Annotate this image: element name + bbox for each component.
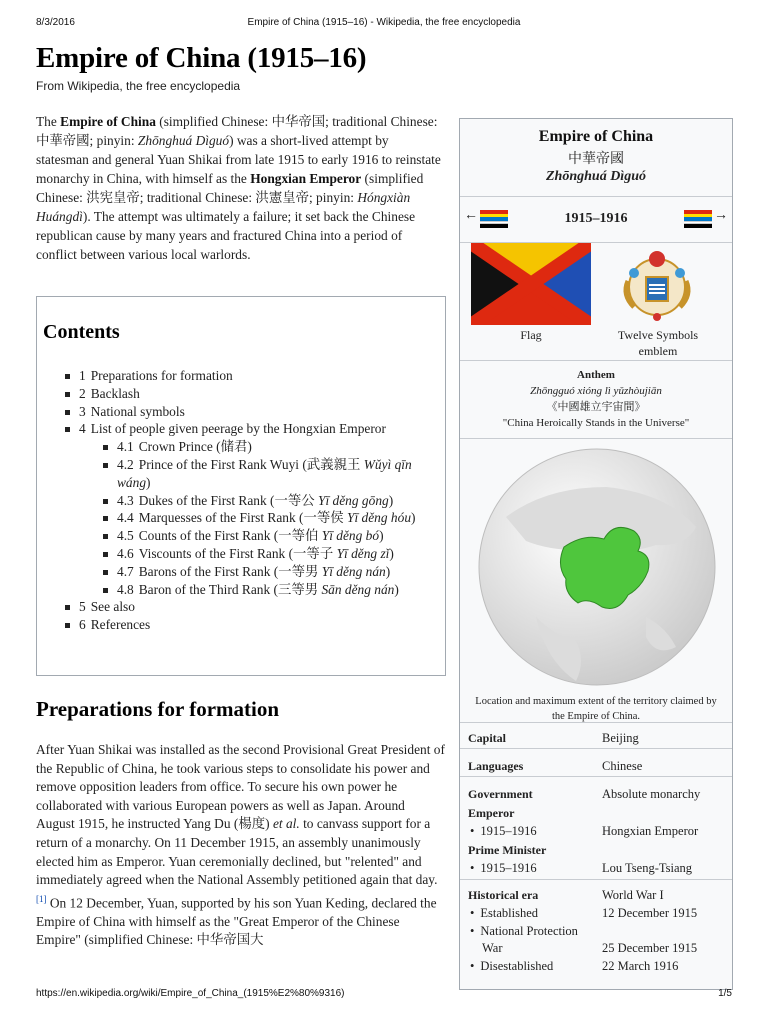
- infobox-map: [460, 439, 732, 723]
- anthem-label: Anthem: [577, 369, 615, 381]
- lead-paragraph: The Empire of China (simplified Chinese: 中华帝国; traditional Chinese: 中華帝國; pinyin: Zhōnghuá Dìguó) was a short-lived attempt by statesman and general Yuan Shikai from late 1915 to early 1916 to reinstate monarchy in China, with himself as the Hongxian Emperor (simplified Chinese: 洪宪皇帝; traditional Chinese: 洪憲皇帝; pinyin: Hóngxiàn Huángdì). The attempt was ultimately a failure; it set back the Chinese republican cause by many years and fractured China into a period of conflict between various local warlords.: [36, 114, 441, 262]
- section-heading: Preparations for formation: [36, 697, 280, 721]
- anthem-pinyin: Zhōngguó xióng lì yǔzhòujiān: [530, 385, 662, 397]
- bold-term: Empire of China: [60, 114, 156, 129]
- toc-subitem[interactable]: 4.4 Marquesses of the First Rank (一等侯 Yī děng hóu): [101, 509, 443, 527]
- bold-term: Hongxian Emperor: [250, 171, 362, 186]
- toc-heading: Contents: [43, 321, 120, 343]
- anthem-english: "China Heroically Stands in the Universe": [502, 417, 690, 429]
- citation-link[interactable]: [1]: [36, 893, 47, 904]
- globe-map-image[interactable]: [476, 447, 718, 687]
- infobox-name-chinese: 中華帝國: [568, 152, 624, 167]
- table-of-contents: [36, 296, 446, 676]
- toc-subitem[interactable]: 4.8 Baron of the Third Rank (三等男 Sān děng nán): [101, 581, 443, 599]
- languages-value[interactable]: Chinese: [602, 759, 643, 773]
- capital-value[interactable]: Beijing: [602, 731, 639, 745]
- link-et-al[interactable]: et al.: [272, 816, 300, 832]
- print-footer: [36, 988, 732, 1002]
- twelve-symbols-emblem-image[interactable]: [616, 243, 698, 325]
- empire-flag-image[interactable]: [471, 243, 591, 325]
- prime-minister-value[interactable]: Lou Tseng-Tsiang: [602, 861, 693, 875]
- toc-item[interactable]: 6 References: [63, 616, 443, 634]
- infobox-symbols-row: [460, 243, 732, 361]
- toc-item[interactable]: 1 Preparations for formation: [63, 367, 443, 385]
- print-date: 8/3/2016: [36, 17, 75, 28]
- toc-list: [63, 367, 443, 634]
- arrow-right-icon[interactable]: →: [714, 208, 728, 223]
- infobox-name-pinyin: Zhōnghuá Dìguó: [546, 169, 646, 184]
- page-subtitle: From Wikipedia, the free encyclopedia: [36, 79, 241, 93]
- toc-subitem[interactable]: 4.6 Viscounts of the First Rank (一等子 Yī děng zǐ): [101, 545, 443, 563]
- arrow-left-icon[interactable]: ←: [464, 208, 478, 223]
- toc-item[interactable]: 2 Backlash: [63, 385, 443, 403]
- toc-subitem[interactable]: 4.3 Dukes of the First Rank (一等公 Yī děng gōng): [101, 492, 443, 510]
- emblem-caption: Twelve Symbols emblem: [617, 328, 699, 358]
- infobox-header: [460, 119, 732, 197]
- historical-era-value[interactable]: World War I: [602, 888, 664, 902]
- toc-subitem[interactable]: 4.5 Counts of the First Rank (一等伯 Yī děng bó): [101, 527, 443, 545]
- map-caption-line-1: Location and maximum extent of the territory claimed by: [475, 696, 717, 707]
- toc-item[interactable]: 4 List of people given peerage by the Hongxian Emperor 4.1 Crown Prince (储君) 4.2 Prince of the First Rank Wuyi (武義親王 Wǔyì qīn wáng) 4.3 Dukes of the First Rank (一等公 Yī děng gōng) 4.4 Marquesses of the First Rank (一等侯 Yī děng hóu) 4.5 Counts of the First Rank (一等伯 Yī děng bó) 4.6 Viscounts of the First Rank (一等子 Yī děng zǐ) 4.7 Barons of the First Rank (一等男 Yī děng nán) 4.8 Baron of the Third Rank (三等男 Sān děng nán): [63, 420, 443, 598]
- flag-caption: Flag: [520, 328, 542, 342]
- emperor-value[interactable]: Hongxian Emperor: [602, 824, 699, 838]
- toc-item[interactable]: 5 See also: [63, 598, 443, 616]
- print-header: [36, 17, 732, 31]
- toc-subitem[interactable]: 4.7 Barons of the First Rank (一等男 Yī děng nán): [101, 563, 443, 581]
- infobox-years-row: [460, 197, 732, 243]
- infobox-years: 1915–1916: [564, 211, 628, 226]
- print-title: Empire of China (1915–16) - Wikipedia, the free encyclopedia: [247, 17, 521, 28]
- print-url: https://en.wikipedia.org/wiki/Empire_of_China_(1915%E2%80%9316): [36, 988, 345, 999]
- anthem-chinese: 《中國雄立宇宙間》: [546, 401, 646, 413]
- print-page-number: 1/5: [718, 988, 732, 999]
- successor-flag-icon[interactable]: [684, 210, 712, 228]
- toc-item[interactable]: 3 National symbols: [63, 403, 443, 421]
- page-title: Empire of China (1915–16): [36, 42, 367, 74]
- infobox-anthem: [460, 361, 732, 439]
- map-caption-line-2: the Empire of China.: [551, 711, 641, 722]
- infobox-name: Empire of China: [538, 128, 654, 145]
- body-paragraph: After Yuan Shikai was installed as the second Provisional Great President of the Republic of China, he took various steps to consolidate his power and remove opposition leaders from office. To secure his own power he collaborated with various European powers as well as Japan. Around August 1915, he instructed Yang Du (楊度) et al. to canvass support for a return of a monarchy. On 11 December 1915, an assembly unanimously elected him as Emperor. Yuan ceremonially declined, but "relented" and immediately agreed when the National Assembly petitioned again that day.[1] On 12 December, Yuan, supported by his son Yuan Keding, declared the Empire of China with himself as the "Great Emperor of the Chinese Empire" (simplified Chinese: 中华帝国大: [36, 742, 445, 948]
- toc-subitem[interactable]: 4.2 Prince of the First Rank Wuyi (武義親王 Wǔyì qīn wáng): [101, 456, 443, 492]
- toc-subitem[interactable]: 4.1 Crown Prince (储君): [101, 438, 443, 456]
- infobox: Empire of China 中華帝國 Zhōnghuá Dìguó ← 1915–1916 → Flag Twelve Symbols emblem Anthem Zhōngguó xióng lì yǔzhòujiān 《中國雄立宇宙間》 "China Heroically Stands in the Universe" Location and maximum extent of the territory claimed by the Empire of China. Capital Beijing Languages Chinese Government Absolute monarchy Emperor • 1915–1916 Hongxian Emperor Prime Minister • 1915–1916 Lou Tseng-Tsiang Historical era World War I • Established 12 December 1915 • National Protection War 25 December 1915 • Disestablished 22 March 1916: [459, 118, 733, 990]
- government-value[interactable]: Absolute monarchy: [602, 787, 701, 801]
